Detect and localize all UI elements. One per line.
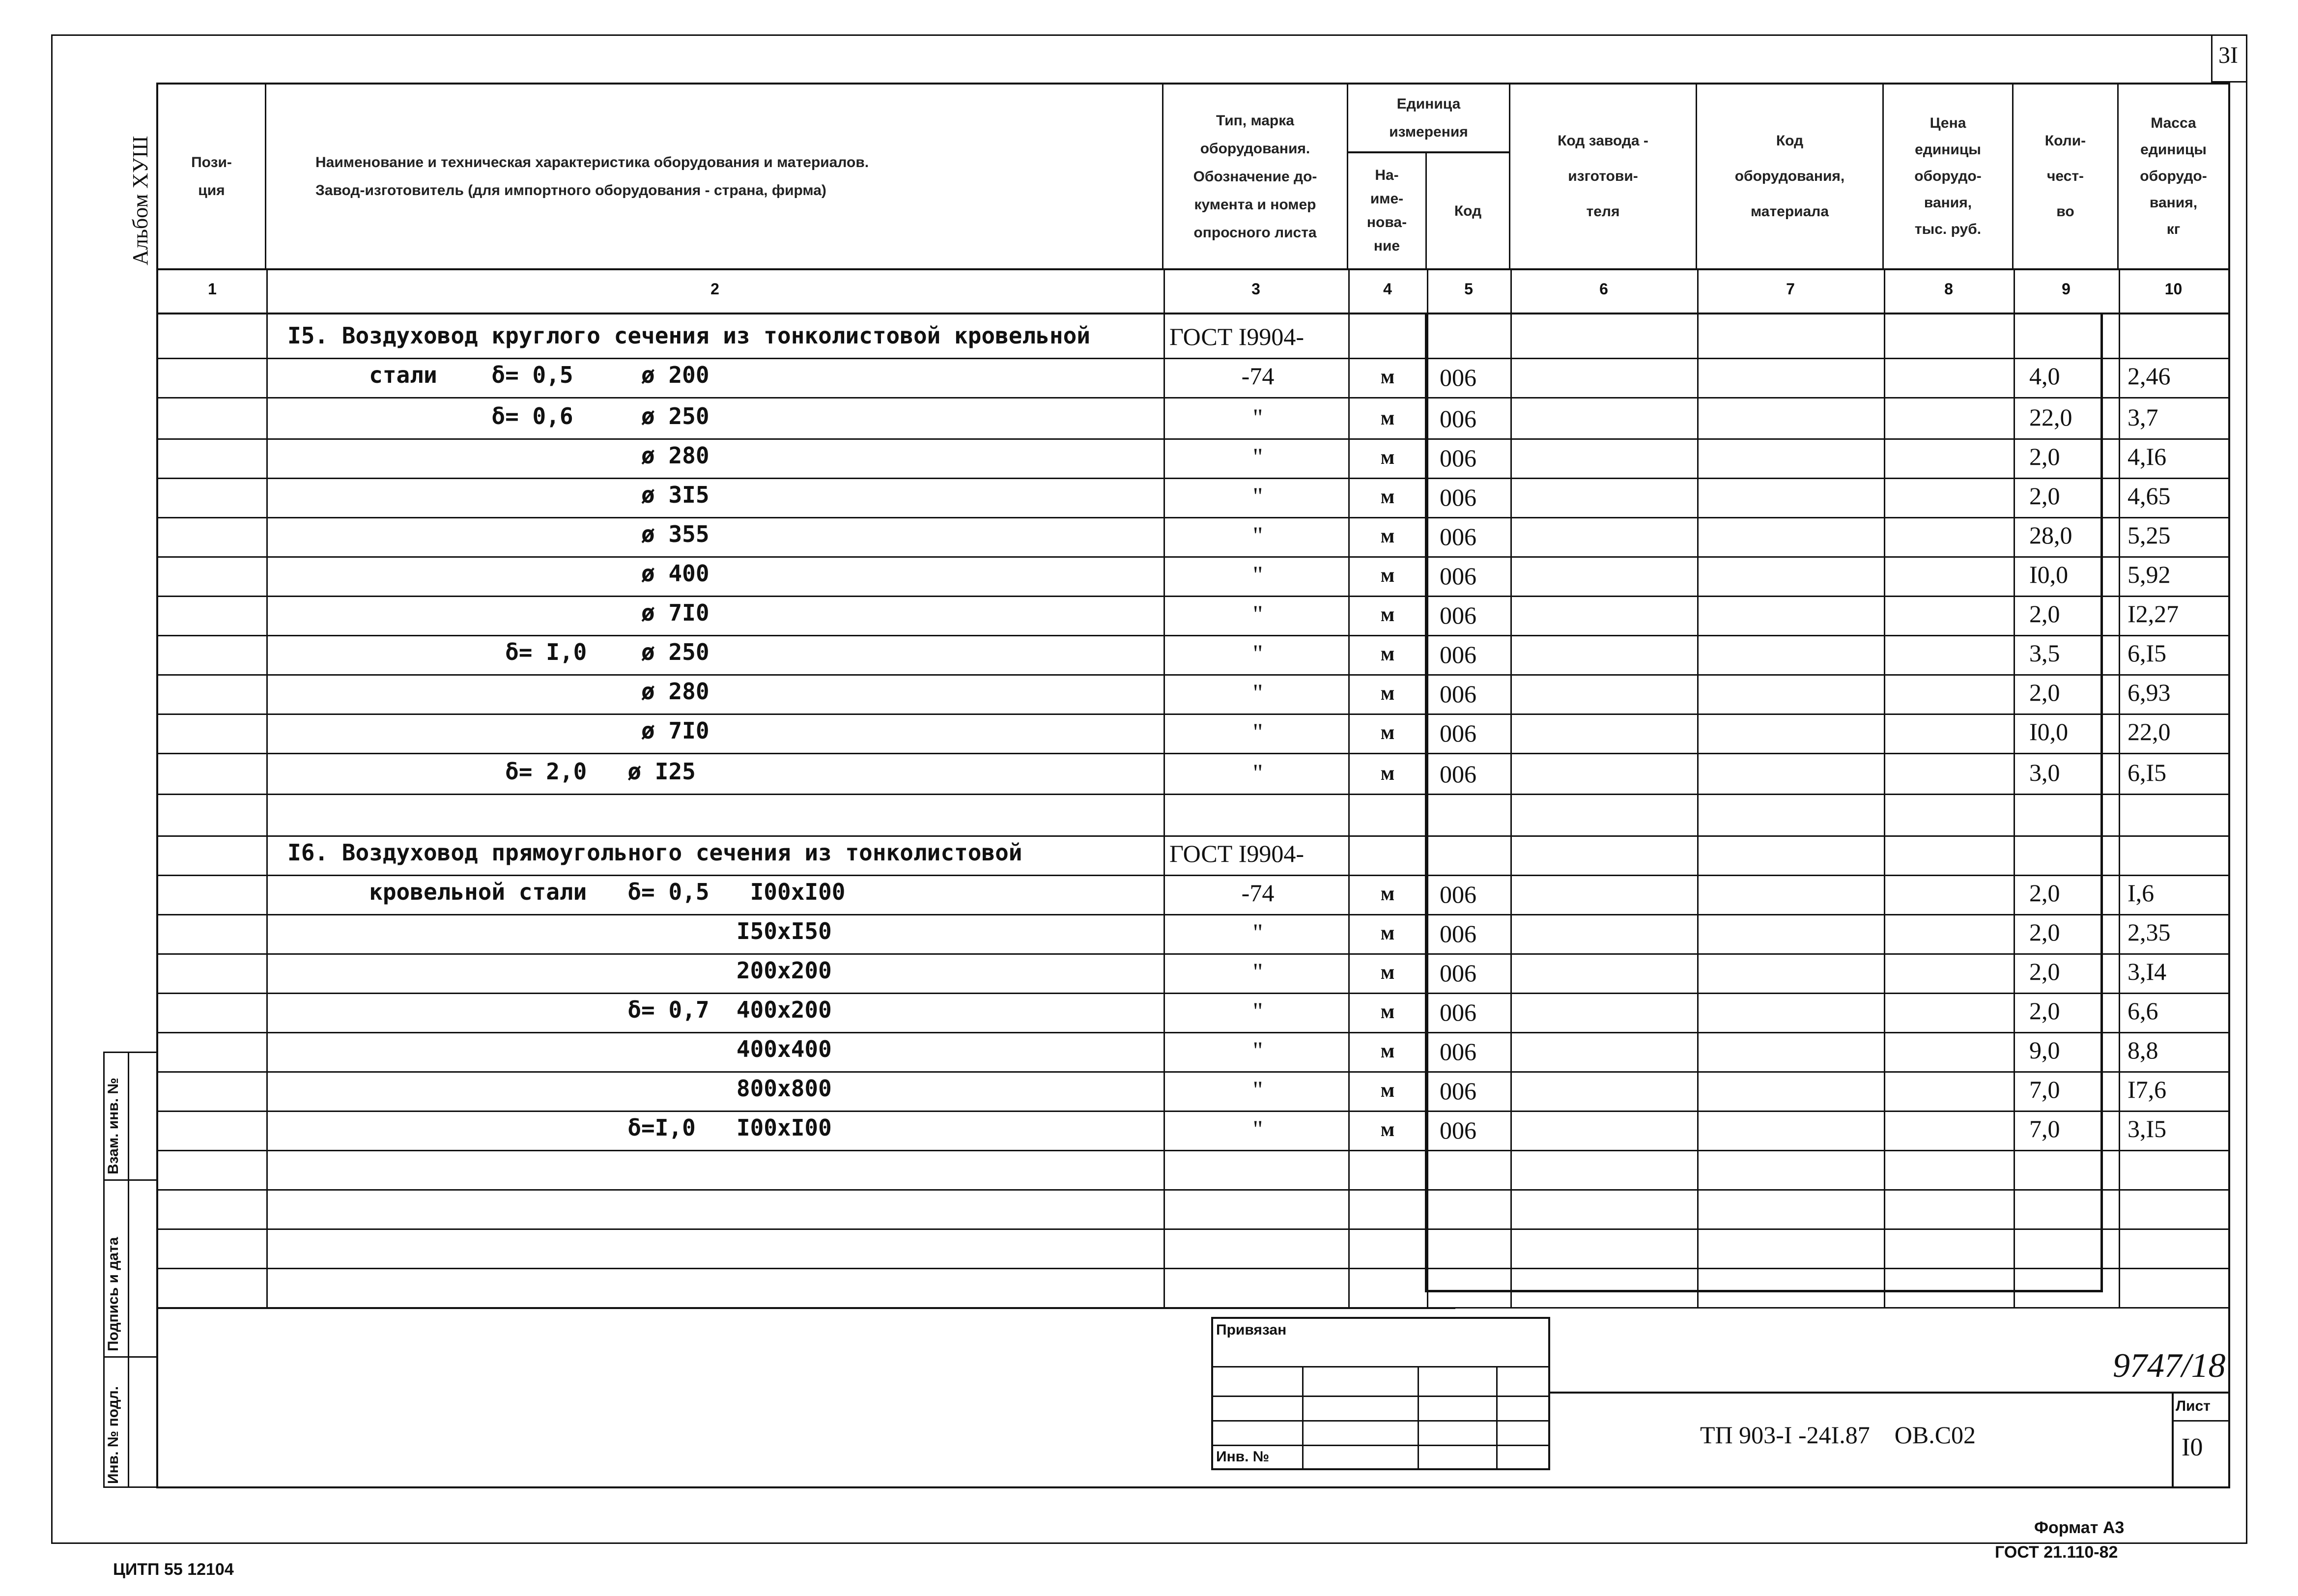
column-line [1163, 270, 1165, 1307]
page-number: 3I [2218, 42, 2238, 68]
item-doc: " [1252, 679, 1263, 706]
item-doc: " [1252, 1115, 1263, 1142]
item-doc: " [1252, 443, 1263, 470]
item-qty: 3,5 [2029, 639, 2060, 667]
item-mass: 5,25 [2128, 521, 2171, 549]
stamp-line [1211, 1445, 1550, 1446]
item-code: 006 [1440, 484, 1476, 511]
row-line [158, 1189, 2228, 1191]
item-unit: м [1380, 564, 1395, 587]
format-label: Формат А3 [2034, 1518, 2125, 1537]
item-mass: I7,6 [2128, 1076, 2167, 1103]
item-code: 006 [1440, 405, 1476, 432]
item-qty: 2,0 [2029, 679, 2060, 706]
row-line [158, 1150, 2228, 1151]
item-code: 006 [1440, 881, 1476, 908]
item-name: 800x800 [287, 1075, 832, 1102]
item-unit: м [1380, 922, 1395, 944]
row-line [158, 674, 2228, 676]
item-qty: 2,0 [2029, 482, 2060, 510]
stamp-binding-box [1211, 1317, 1550, 1470]
column-number: 6 [1599, 280, 1608, 298]
row-line [158, 753, 2228, 754]
column-line [1884, 270, 1885, 1307]
item-name: I50xI50 [287, 918, 832, 944]
item-doc: -74 [1241, 879, 1275, 907]
item-name: δ= 0,7 400x200 [287, 997, 832, 1023]
row-line [158, 835, 2228, 837]
item-doc: ГОСТ I9904- [1169, 840, 1305, 867]
item-name: 200x200 [287, 957, 832, 984]
item-name: ø 280 [287, 678, 709, 705]
item-qty: 2,0 [2029, 879, 2060, 907]
column-number: 7 [1786, 280, 1795, 298]
row-line [158, 596, 2228, 597]
column-number: 9 [2062, 280, 2071, 298]
column-number-line [158, 313, 2228, 314]
item-unit: м [1380, 883, 1395, 905]
item-mass: 6,I5 [2128, 639, 2167, 667]
item-doc: " [1252, 997, 1263, 1025]
item-mass: 2,35 [2128, 918, 2171, 946]
row-line [158, 1307, 2228, 1309]
item-name: стали δ= 0,5 ø 200 [287, 362, 709, 388]
item-name: ø 355 [287, 521, 709, 547]
stamp-line [1496, 1366, 1498, 1470]
item-mass: 6,6 [2128, 997, 2158, 1025]
side-divider [128, 1052, 129, 1488]
row-line [158, 517, 2228, 518]
item-code: 006 [1440, 1038, 1476, 1065]
item-mass: 22,0 [2128, 718, 2171, 745]
item-code: 006 [1440, 562, 1476, 590]
item-unit: м [1380, 762, 1395, 785]
column-number: 10 [2164, 280, 2183, 298]
item-name: ø 400 [287, 560, 709, 587]
row-line [158, 993, 2228, 994]
item-mass: 3,7 [2128, 403, 2158, 431]
row-line [158, 1228, 2228, 1230]
row-line [158, 1071, 2228, 1073]
document-code: ТП 903-I -24I.87 ОВ.С02 [1700, 1421, 1976, 1449]
row-line [158, 358, 2228, 359]
item-mass: 2,46 [2128, 362, 2171, 390]
item-qty: 28,0 [2029, 521, 2072, 549]
side-divider [103, 1179, 158, 1181]
item-mass: 3,I4 [2128, 958, 2167, 985]
column-number: 5 [1464, 280, 1473, 298]
item-qty: 2,0 [2029, 443, 2060, 470]
footer-left: ЦИТП 55 12104 [113, 1560, 234, 1579]
column-number: 4 [1383, 280, 1392, 298]
header-unit-code: Код [1427, 153, 1510, 270]
row-line [158, 556, 2228, 558]
item-name: ø 280 [287, 442, 709, 469]
item-qty: 2,0 [2029, 600, 2060, 627]
item-name: I6. Воздуховод прямоугольного сечения из тонколистовой [287, 839, 1022, 866]
item-name: ø 7I0 [287, 717, 709, 744]
item-code: 006 [1440, 959, 1476, 987]
side-label-inventory: Инв. № подл. [105, 1386, 121, 1484]
item-unit: м [1380, 1118, 1395, 1141]
item-mass: I2,27 [2128, 600, 2179, 627]
item-unit: м [1380, 721, 1395, 744]
stamp-inv-no: Инв. № [1216, 1449, 1270, 1465]
stamp-line [1211, 1396, 1550, 1397]
column-number: 2 [710, 280, 719, 298]
item-doc: " [1252, 918, 1263, 946]
item-code: 006 [1440, 998, 1476, 1026]
item-mass: 4,I6 [2128, 443, 2167, 470]
column-number: 1 [208, 280, 217, 298]
row-line [158, 635, 2228, 636]
item-mass: 8,8 [2128, 1036, 2158, 1064]
item-mass: 5,92 [2128, 561, 2171, 588]
item-code: 006 [1440, 719, 1476, 747]
item-qty: I0,0 [2029, 561, 2069, 588]
item-qty: 22,0 [2029, 403, 2072, 431]
item-doc: " [1252, 1076, 1263, 1103]
stamp-line [1418, 1366, 1419, 1470]
item-name: δ= 2,0 ø I25 [287, 758, 696, 785]
item-code: 006 [1440, 1116, 1476, 1144]
stamp-line [1211, 1366, 1550, 1368]
item-name: ø 7I0 [287, 599, 709, 626]
row-line [158, 1032, 2228, 1033]
side-label-replacement: Взам. инв. № [105, 1078, 121, 1174]
row-line [158, 914, 2228, 915]
item-name: I5. Воздуховод круглого сечения из тонколистовой кровельной [287, 322, 1090, 349]
item-doc: " [1252, 561, 1263, 588]
item-doc: ГОСТ I9904- [1169, 323, 1305, 350]
header-name: Наименование и техническая характеристика оборудования и материалов. Завод-изготовитель (для импортного оборудования - страна, фирма) [266, 85, 1163, 270]
gost-label: ГОСТ 21.110-82 [1995, 1543, 2118, 1562]
item-unit: м [1380, 643, 1395, 665]
header-unit-name: На- име- нова- ние [1348, 153, 1427, 270]
item-doc: " [1252, 403, 1263, 431]
row-line [158, 438, 2228, 440]
item-mass: 6,93 [2128, 679, 2171, 706]
item-qty: 7,0 [2029, 1115, 2060, 1142]
column-line [2119, 270, 2120, 1307]
column-number: 8 [1944, 280, 1953, 298]
item-doc: " [1252, 759, 1263, 786]
item-unit: м [1380, 961, 1395, 984]
album-label: Альбом ХУШ [128, 136, 152, 265]
sheet-label: Лист [2176, 1398, 2211, 1414]
item-qty: 9,0 [2029, 1036, 2060, 1064]
item-name: кровельной стали δ= 0,5 I00xI00 [287, 879, 846, 905]
column-line [2014, 270, 2015, 1307]
item-qty: 2,0 [2029, 958, 2060, 985]
item-code: 006 [1440, 1077, 1476, 1105]
item-code: 006 [1440, 760, 1476, 788]
row-line [158, 397, 2228, 399]
item-qty: 2,0 [2029, 997, 2060, 1025]
item-doc: " [1252, 600, 1263, 627]
item-name: δ= 0,6 ø 250 [287, 403, 709, 429]
item-code: 006 [1440, 523, 1476, 550]
row-line [158, 713, 2228, 715]
item-name: ø 3I5 [287, 482, 709, 508]
item-unit: м [1380, 446, 1395, 469]
header-price: Цена единицы оборудо- вания, тыс. руб. [1884, 85, 2014, 270]
title-line [2172, 1420, 2228, 1422]
item-mass: 4,65 [2128, 482, 2171, 510]
item-code: 006 [1440, 641, 1476, 668]
item-code: 006 [1440, 444, 1476, 472]
item-unit: м [1380, 366, 1395, 388]
header-unit-group: Единица измерения [1348, 85, 1510, 153]
item-qty: 7,0 [2029, 1076, 2060, 1103]
item-name: δ=I,0 I00xI00 [287, 1114, 832, 1141]
item-code: 006 [1440, 364, 1476, 391]
header-position: Пози- ция [158, 85, 266, 270]
stamp-privyazan: Привязан [1216, 1322, 1287, 1338]
header-quantity: Коли- чест- во [2014, 85, 2119, 270]
item-qty: 2,0 [2029, 918, 2060, 946]
item-doc: " [1252, 958, 1263, 985]
item-unit: м [1380, 1079, 1395, 1102]
header-equipment-code: Код оборудования, материала [1697, 85, 1884, 270]
item-unit: м [1380, 603, 1395, 626]
item-doc: -74 [1241, 362, 1275, 390]
item-qty: I0,0 [2029, 718, 2069, 745]
item-qty: 4,0 [2029, 362, 2060, 390]
item-qty: 3,0 [2029, 759, 2060, 786]
item-code: 006 [1440, 680, 1476, 708]
item-unit: м [1380, 525, 1395, 547]
header-mass: Масса единицы оборудо- вания, кг [2119, 85, 2228, 270]
side-divider [103, 1356, 158, 1358]
row-line [158, 1111, 2228, 1112]
row-line [158, 478, 2228, 479]
column-number: 3 [1251, 280, 1260, 298]
item-doc: " [1252, 482, 1263, 510]
row-line [158, 794, 2228, 795]
row-line [158, 875, 2228, 876]
column-line [266, 270, 268, 1307]
item-unit: м [1380, 1000, 1395, 1023]
item-unit: м [1380, 1040, 1395, 1062]
item-unit: м [1380, 407, 1395, 429]
item-unit: м [1380, 485, 1395, 508]
title-line [1550, 1392, 2228, 1394]
header-factory-code: Код завода - изготови- теля [1510, 85, 1697, 270]
item-mass: 6,I5 [2128, 759, 2167, 786]
row-line [158, 953, 2228, 955]
heavy-line [1425, 1290, 2103, 1292]
stamp-line [1211, 1420, 1550, 1422]
column-line [1510, 270, 1512, 1307]
item-doc: " [1252, 718, 1263, 745]
item-unit: м [1380, 682, 1395, 705]
side-label-signature: Подпись и дата [105, 1237, 121, 1351]
item-code: 006 [1440, 601, 1476, 629]
header-type: Тип, марка оборудования. Обозначение до- кумента и номер опросного листа [1163, 85, 1348, 270]
item-mass: I,6 [2128, 879, 2155, 907]
item-doc: " [1252, 521, 1263, 549]
row-line [158, 1268, 2228, 1269]
item-mass: 3,I5 [2128, 1115, 2167, 1142]
title-line [2172, 1392, 2174, 1488]
item-name: δ= I,0 ø 250 [287, 639, 709, 665]
stamp-line [1302, 1366, 1304, 1470]
item-doc: " [1252, 1036, 1263, 1064]
sheet-number: I0 [2182, 1433, 2203, 1461]
handwritten-number: 9747/18 [2113, 1347, 2226, 1385]
item-code: 006 [1440, 920, 1476, 947]
item-name: 400x400 [287, 1036, 832, 1062]
column-line [1697, 270, 1699, 1307]
item-doc: " [1252, 639, 1263, 667]
